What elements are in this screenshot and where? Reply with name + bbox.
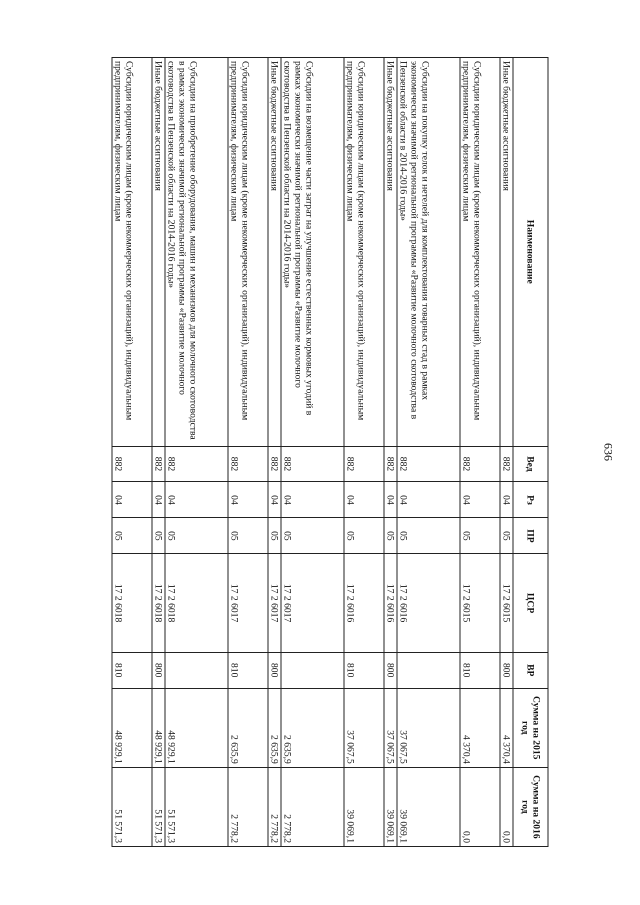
row-sum-2016: 2 778,2 <box>228 767 267 846</box>
row-vr: 810 <box>344 652 383 688</box>
row-ved: 882 <box>344 446 383 482</box>
row-sum-2015: 37 067,5 <box>397 688 461 767</box>
row-name: Субсидии юридическим лицам (кроме некоммерческих организаций), индивидуальным предпринимателям, физическим лицам <box>344 58 383 447</box>
row-csr: 17 2 6018 <box>152 554 165 652</box>
row-sum-2016: 51 571,3 <box>152 767 165 846</box>
row-vr: 800 <box>500 652 513 688</box>
row-pr: 05 <box>500 518 513 554</box>
table-row <box>397 58 461 847</box>
row-rz: 04 <box>397 482 461 518</box>
row-name: Субсидии юридическим лицам (кроме некоммерческих организаций), индивидуальным предпринимателям, физическим лицам <box>228 58 267 447</box>
row-csr: 17 2 6016 <box>397 554 461 652</box>
row-vr <box>281 652 345 688</box>
row-sum-2016: 39 069,1 <box>344 767 383 846</box>
row-sum-2016: 51 571,3 <box>112 767 152 846</box>
row-sum-2016: 2 778,2 <box>281 767 345 846</box>
header-rz: Рз <box>513 482 548 518</box>
row-sum-2015: 37 067,5 <box>384 688 397 767</box>
row-pr: 05 <box>460 518 499 554</box>
row-sum-2015: 48 929,1 <box>152 688 165 767</box>
header-csr: ЦСР <box>513 554 548 652</box>
row-csr: 17 2 6017 <box>228 554 267 652</box>
row-ved: 882 <box>460 446 499 482</box>
page-number: 636 <box>601 443 616 461</box>
row-rz: 04 <box>112 482 152 518</box>
row-vr: 810 <box>228 652 267 688</box>
table-row <box>152 58 165 847</box>
row-rz: 04 <box>460 482 499 518</box>
row-rz: 04 <box>165 482 229 518</box>
row-sum-2016: 0,0 <box>460 767 499 846</box>
row-ved: 882 <box>397 446 461 482</box>
row-pr: 05 <box>152 518 165 554</box>
table-row <box>460 58 499 847</box>
row-pr: 05 <box>384 518 397 554</box>
header-name: Наименование <box>513 58 548 447</box>
row-sum-2015: 4 370,4 <box>460 688 499 767</box>
row-ved: 882 <box>268 446 281 482</box>
row-name: Субсидии на приобретение оборудования, машин и механизмов для молочного скотоводства в рамках экономически значимой региональной программы «Развитие молочного скотоводства в Пензенской области на 2014-2016 годы» <box>165 58 229 447</box>
row-rz: 04 <box>268 482 281 518</box>
row-sum-2016: 2 778,2 <box>268 767 281 846</box>
row-name: Субсидии юридическим лицам (кроме некоммерческих организаций), индивидуальным предпринимателям, физическим лицам <box>112 58 152 447</box>
row-name: Субсидии юридическим лицам (кроме некоммерческих организаций), индивидуальным предпринимателям, физическим лицам <box>460 58 499 447</box>
table-row <box>281 58 345 847</box>
row-pr: 05 <box>281 518 345 554</box>
row-pr: 05 <box>228 518 267 554</box>
row-vr: 810 <box>460 652 499 688</box>
row-pr: 05 <box>397 518 461 554</box>
row-pr: 05 <box>165 518 229 554</box>
row-pr: 05 <box>268 518 281 554</box>
row-name: Иные бюджетные ассигнования <box>152 58 165 447</box>
row-vr <box>397 652 461 688</box>
row-ved: 882 <box>500 446 513 482</box>
table-row <box>384 58 397 847</box>
row-sum-2015: 2 635,9 <box>228 688 267 767</box>
row-ved: 882 <box>281 446 345 482</box>
header-pr: ПР <box>513 518 548 554</box>
row-sum-2015: 37 067,5 <box>344 688 383 767</box>
row-csr: 17 2 6016 <box>344 554 383 652</box>
row-ved: 882 <box>152 446 165 482</box>
row-name: Иные бюджетные ассигнования <box>268 58 281 447</box>
row-vr: 810 <box>112 652 152 688</box>
row-vr: 800 <box>152 652 165 688</box>
table-row <box>112 58 152 847</box>
row-name: Субсидии на возмещение части затрат на улучшение естественных кормовых угодий в рамках экономически значимой региональной программы «Развитие молочного скотоводства в Пензенской области на 2014-2016 годы» <box>281 58 345 447</box>
table-row <box>500 58 513 847</box>
row-name: Субсидии на покупку телок и нетелей для комплектования товарных стад в рамках экономически значимой региональной программы «Развитие молочного скотоводства в Пензенской области в 2014-2016 годы» <box>397 58 461 447</box>
row-sum-2015: 4 370,4 <box>500 688 513 767</box>
row-sum-2016: 39 069,1 <box>384 767 397 846</box>
row-sum-2016: 39 069,1 <box>397 767 461 846</box>
row-rz: 04 <box>281 482 345 518</box>
row-csr: 17 2 6015 <box>500 554 513 652</box>
row-sum-2015: 48 929,1 <box>112 688 152 767</box>
table-row <box>165 58 229 847</box>
row-sum-2015: 2 635,9 <box>268 688 281 767</box>
row-sum-2015: 2 635,9 <box>281 688 345 767</box>
budget-table <box>112 57 549 847</box>
row-pr: 05 <box>112 518 152 554</box>
row-sum-2016: 51 571,3 <box>165 767 229 846</box>
row-csr: 17 2 6015 <box>460 554 499 652</box>
row-ved: 882 <box>112 446 152 482</box>
row-pr: 05 <box>344 518 383 554</box>
row-csr: 17 2 6017 <box>281 554 345 652</box>
row-ved: 882 <box>165 446 229 482</box>
table-row <box>228 58 267 847</box>
row-vr: 800 <box>384 652 397 688</box>
row-name: Иные бюджетные ассигнования <box>500 58 513 447</box>
header-ved: Вед <box>513 446 548 482</box>
header-sum-2015: Сумма на 2015 год <box>513 688 548 767</box>
row-vr <box>165 652 229 688</box>
row-vr: 800 <box>268 652 281 688</box>
row-rz: 04 <box>152 482 165 518</box>
row-ved: 882 <box>384 446 397 482</box>
row-csr: 17 2 6018 <box>165 554 229 652</box>
row-csr: 17 2 6017 <box>268 554 281 652</box>
header-vr: ВР <box>513 652 548 688</box>
table-header-row <box>513 58 548 847</box>
budget-table-container <box>112 57 549 847</box>
table-row <box>268 58 281 847</box>
row-rz: 04 <box>384 482 397 518</box>
row-rz: 04 <box>228 482 267 518</box>
row-rz: 04 <box>344 482 383 518</box>
table-row <box>344 58 383 847</box>
row-csr: 17 2 6018 <box>112 554 152 652</box>
row-sum-2015: 48 929,1 <box>165 688 229 767</box>
row-sum-2016: 0,0 <box>500 767 513 846</box>
row-name: Иные бюджетные ассигнования <box>384 58 397 447</box>
row-rz: 04 <box>500 482 513 518</box>
header-sum-2016: Сумма на 2016 год <box>513 767 548 846</box>
row-csr: 17 2 6016 <box>384 554 397 652</box>
row-ved: 882 <box>228 446 267 482</box>
